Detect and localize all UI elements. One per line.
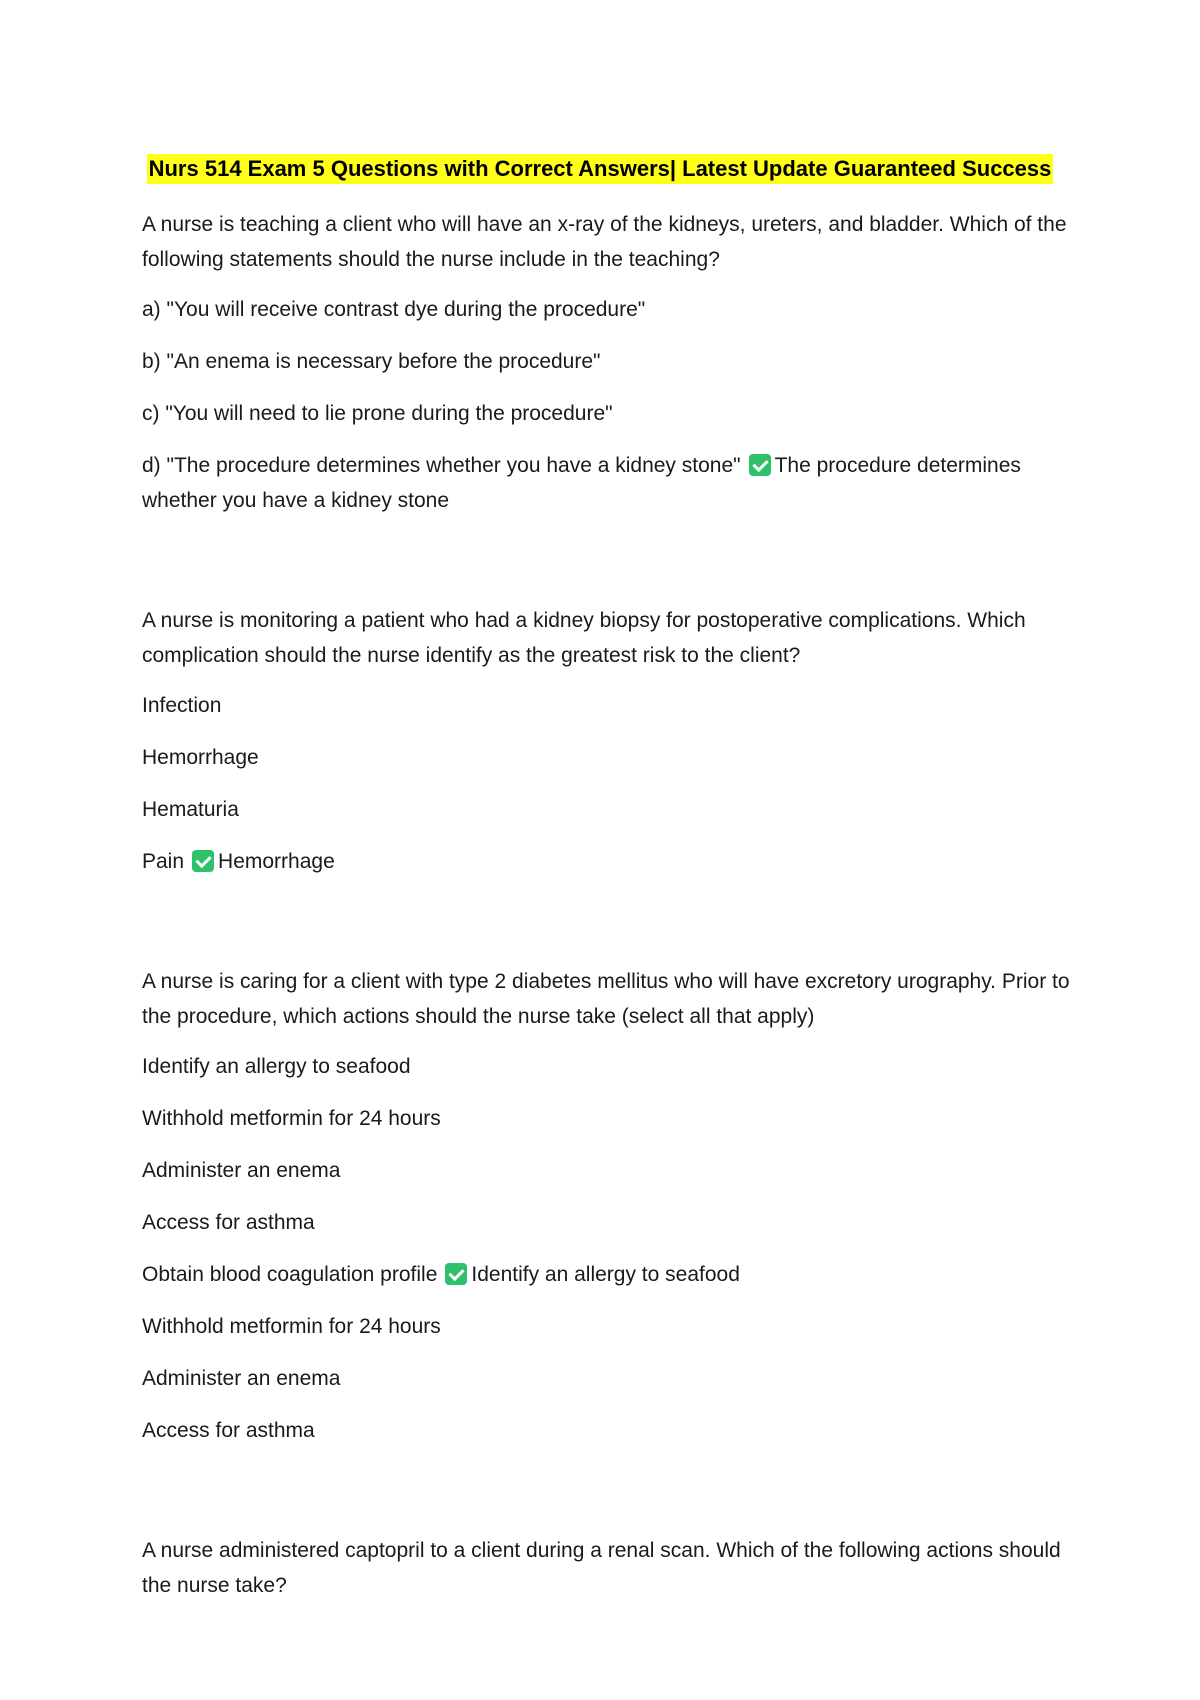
option-item: Pain [142, 850, 185, 873]
option-item: Administer an enema [142, 1367, 341, 1390]
spacer [142, 896, 1072, 964]
question-text: A nurse is teaching a client who will have an x-ray of the kidneys, ureters, and bladder. Which of the following statements should the nurse include in the teaching? [142, 213, 1067, 271]
option-item: Administer an enema [142, 1159, 341, 1182]
option-item: c) "You will need to lie prone during the procedure" [142, 402, 613, 425]
spacer [142, 535, 1072, 603]
question-block [142, 603, 1072, 879]
correct-answer: Hemorrhage [218, 850, 335, 873]
option-item: Hematuria [142, 798, 239, 821]
question-text: A nurse administered captopril to a client during a renal scan. Which of the following actions should the nurse take? [142, 1539, 1061, 1597]
option-item: Obtain blood coagulation profile [142, 1263, 438, 1286]
question-block [142, 964, 1072, 1448]
option-item: Hemorrhage [142, 746, 259, 769]
correct-answer: Identify an allergy to seafood [471, 1263, 740, 1286]
question-text: A nurse is monitoring a patient who had a kidney biopsy for postoperative complications. Which complication should the nurse identify as the greatest risk to the client? [142, 609, 1026, 667]
document-body [142, 207, 1072, 1618]
option-item: Withhold metformin for 24 hours [142, 1315, 441, 1338]
option-item: Access for asthma [142, 1419, 315, 1442]
option-item: Infection [142, 694, 222, 717]
check-square-icon [192, 850, 214, 872]
question-block [142, 207, 1072, 518]
option-item: Withhold metformin for 24 hours [142, 1107, 441, 1130]
option-item: Access for asthma [142, 1211, 315, 1234]
spacer [142, 1465, 1072, 1533]
correct-answer: The procedure determines whether you have a kidney stone [142, 454, 1021, 512]
title-wrapper [0, 154, 1200, 184]
option-item: b) "An enema is necessary before the procedure" [142, 350, 601, 373]
check-square-icon [749, 454, 771, 476]
answer-line [142, 1257, 1072, 1292]
document-title: Nurs 514 Exam 5 Questions with Correct Answers| Latest Update Guaranteed Success [147, 154, 1054, 184]
option-item: d) "The procedure determines whether you have a kidney stone" [142, 454, 741, 477]
check-square-icon [445, 1263, 467, 1285]
answer-line [142, 844, 1072, 879]
question-text: A nurse is caring for a client with type 2 diabetes mellitus who will have excretory urography. Prior to the procedure, which actions should the nurse take (select all that apply) [142, 970, 1070, 1028]
option-item: a) "You will receive contrast dye during the procedure" [142, 298, 646, 321]
question-block [142, 1533, 1072, 1603]
answer-line [142, 448, 1072, 518]
option-item: Identify an allergy to seafood [142, 1055, 411, 1078]
